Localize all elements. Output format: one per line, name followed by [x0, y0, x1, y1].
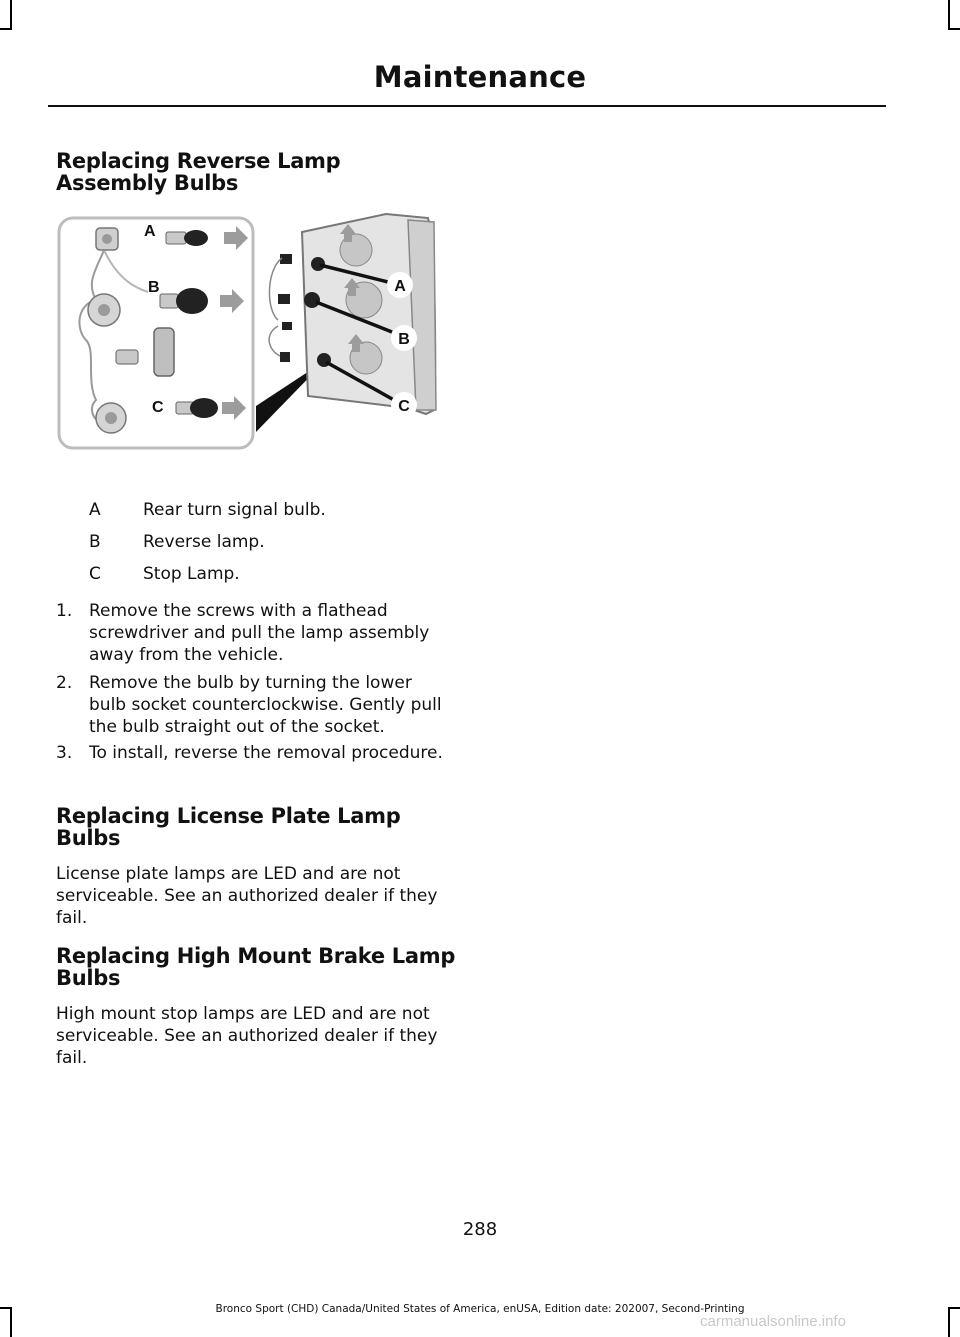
legend-description: Stop Lamp. [143, 564, 240, 584]
step-text: To install, reverse the removal procedure. [89, 743, 443, 763]
callout-badge-b [391, 325, 417, 351]
legend-description: Reverse lamp. [143, 532, 265, 552]
page-header-title: Maintenance [373, 60, 587, 94]
legend-key: B [89, 532, 101, 552]
legend-key: C [89, 564, 101, 584]
crop-mark-top-left-h [0, 28, 12, 30]
socket-a-icon [96, 228, 118, 250]
step-number: 1. [56, 601, 73, 621]
callout-label-a: A [394, 278, 406, 295]
step-text: Remove the bulb by turning the lower bulb socket counterclockwise. Gently pull the bulb straight out of the socket. [89, 673, 442, 737]
procedure-step [56, 672, 451, 738]
inset-label-c: C [152, 399, 164, 416]
crop-mark-top-left-v [10, 0, 12, 30]
callout-badge-a [387, 272, 413, 298]
step-number: 2. [56, 673, 73, 693]
section-heading-high-mount-brake-lamp: Replacing High Mount Brake Lamp Bulbs [56, 944, 456, 990]
socket-b-icon [88, 294, 120, 326]
callout-badge-c [391, 392, 417, 418]
procedure-step [56, 600, 451, 666]
legend-key: A [89, 500, 101, 520]
section-body-license-plate-lamp: License plate lamps are LED and are not serviceable. See an authorized dealer if they fail. [56, 864, 438, 928]
header-divider [48, 105, 886, 107]
section-heading-license-plate-lamp: Replacing License Plate Lamp Bulbs [56, 804, 401, 850]
procedure-step [56, 742, 451, 764]
callout-label-c: C [398, 398, 410, 415]
callout-label-b: B [398, 331, 410, 348]
crop-mark-top-right-v [948, 0, 950, 30]
crop-mark-top-right-h [948, 28, 960, 30]
page-number: 288 [462, 1219, 498, 1240]
section-heading-reverse-lamp: Replacing Reverse Lamp Assembly Bulbs [56, 149, 341, 195]
step-number: 3. [56, 743, 73, 763]
connector-icon [116, 350, 138, 364]
socket-c-icon [96, 403, 126, 433]
legend-description: Rear turn signal bulb. [143, 500, 326, 520]
inset-label-b: B [148, 279, 160, 296]
watermark: carmanualsonline.info [700, 1313, 846, 1330]
page-footer: Bronco Sport (CHD) Canada/United States of America, enUSA, Edition date: 202007, Second-Printing [215, 1303, 745, 1315]
reverse-lamp-assembly-illustration [56, 210, 442, 456]
inset-label-a: A [144, 223, 156, 240]
step-text: Remove the screws with a flathead screwdriver and pull the lamp assembly away from the vehicle. [89, 601, 430, 665]
plug-icon [154, 328, 174, 376]
section-body-high-mount-brake-lamp: High mount stop lamps are LED and are not serviceable. See an authorized dealer if they fail. [56, 1004, 438, 1068]
